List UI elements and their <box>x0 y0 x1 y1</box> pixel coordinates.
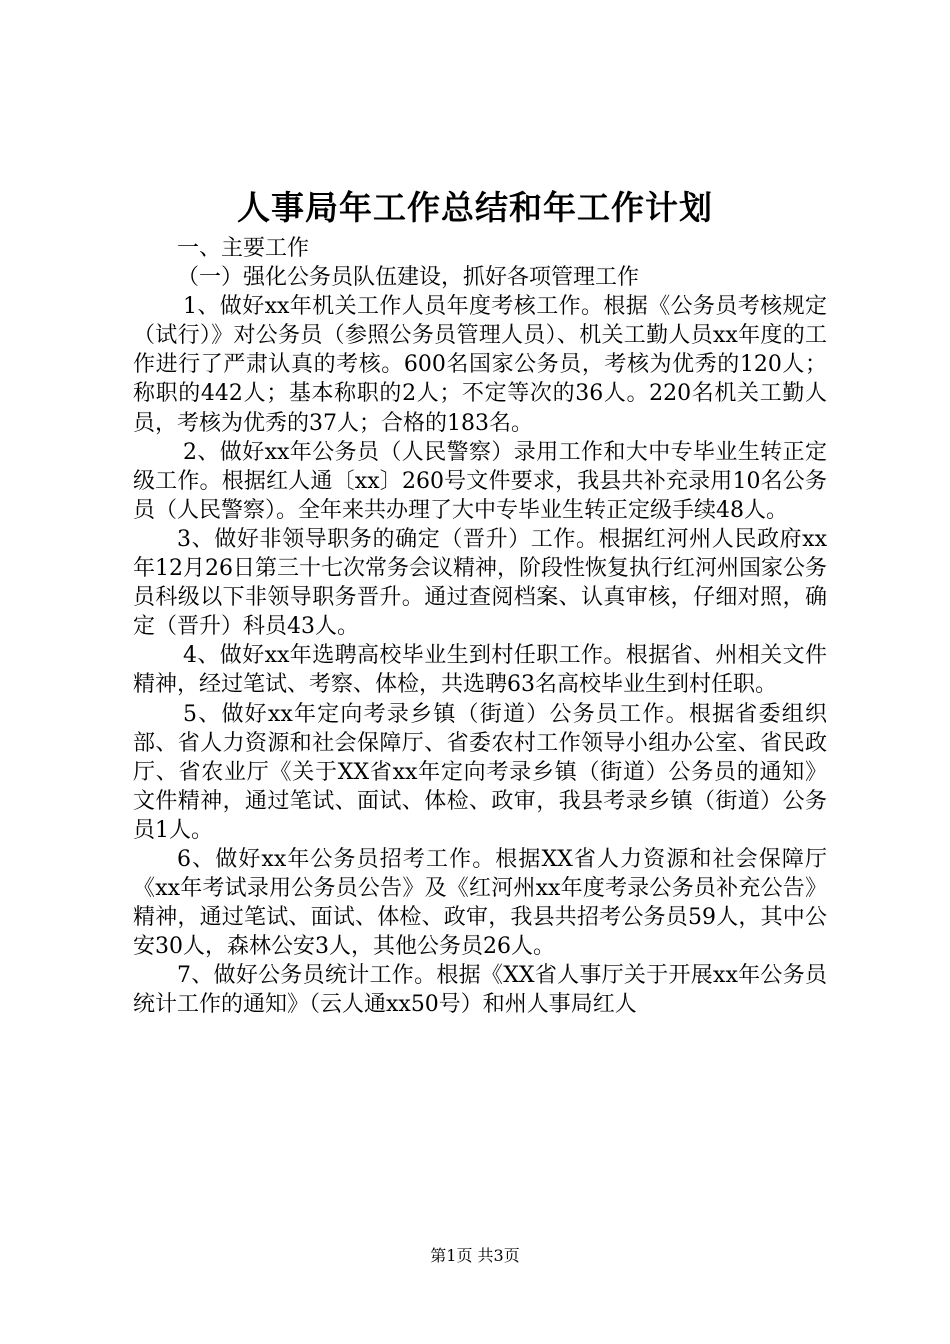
paragraph-item-4: 4、做好xx年选聘高校毕业生到村任职工作。根据省、州相关文件精神，经过笔试、考察、体检，共选聘63名高校毕业生到村任职。 <box>133 643 827 698</box>
section-heading: 一、主要工作 <box>177 236 310 261</box>
paragraph-item-3: 3、做好非领导职务的确定（晋升）工作。根据红河州人民政府xx年12月26日第三十七次常务会议精神，阶段性恢复执行红河州国家公务员科级以下非领导职务晋升。通过查阅档案、认真审核，仔细对照，确定（晋升）科员43人。 <box>133 526 827 640</box>
paragraph-item-5: 5、做好xx年定向考录乡镇（街道）公务员工作。根据省委组织部、省人力资源和社会保障厅、省委农村工作领导小组办公室、省民政厅、省农业厅《关于XX省xx年定向考录乡镇（街道）公务员的通知》文件精神，通过笔试、面试、体检、政审，我县考录乡镇（街道）公务员1人。 <box>133 701 827 843</box>
paragraph-item-7: 7、做好公务员统计工作。根据《XX省人事厅关于开展xx年公务员统计工作的通知》（云人通xx50号）和州人事局红人 <box>133 963 827 1018</box>
document-title: 人事局年工作总结和年工作计划 <box>237 188 713 227</box>
subsection-heading: （一）强化公务员队伍建设，抓好各项管理工作 <box>177 265 640 291</box>
paragraph-item-6: 6、做好xx年公务员招考工作。根据XX省人力资源和社会保障厅《xx年考试录用公务员公告》及《红河州xx年度考录公务员补充公告》精神，通过笔试、面试、体检、政审，我县共招考公务员59人，其中公安30人，森林公安3人，其他公务员26人。 <box>133 846 827 960</box>
page-footer: 第1页 共3页 <box>430 1246 520 1265</box>
document-body <box>133 234 827 1020</box>
paragraph-item-2: 2、做好xx年公务员（人民警察）录用工作和大中专毕业生转正定级工作。根据红人通〔xx〕260号文件要求，我县共补充录用10名公务员（人民警察）。全年来共办理了大中专毕业生转正定级手续48人。 <box>133 439 827 523</box>
paragraph-item-1: 1、做好xx年机关工作人员年度考核工作。根据《公务员考核规定（试行）》对公务员（参照公务员管理人员）、机关工勤人员xx年度的工作进行了严肃认真的考核。600名国家公务员，考核为优秀的120人；称职的442人；基本称职的2人；不定等次的36人。220名机关工勤人员，考核为优秀的37人；合格的183名。 <box>133 294 827 436</box>
